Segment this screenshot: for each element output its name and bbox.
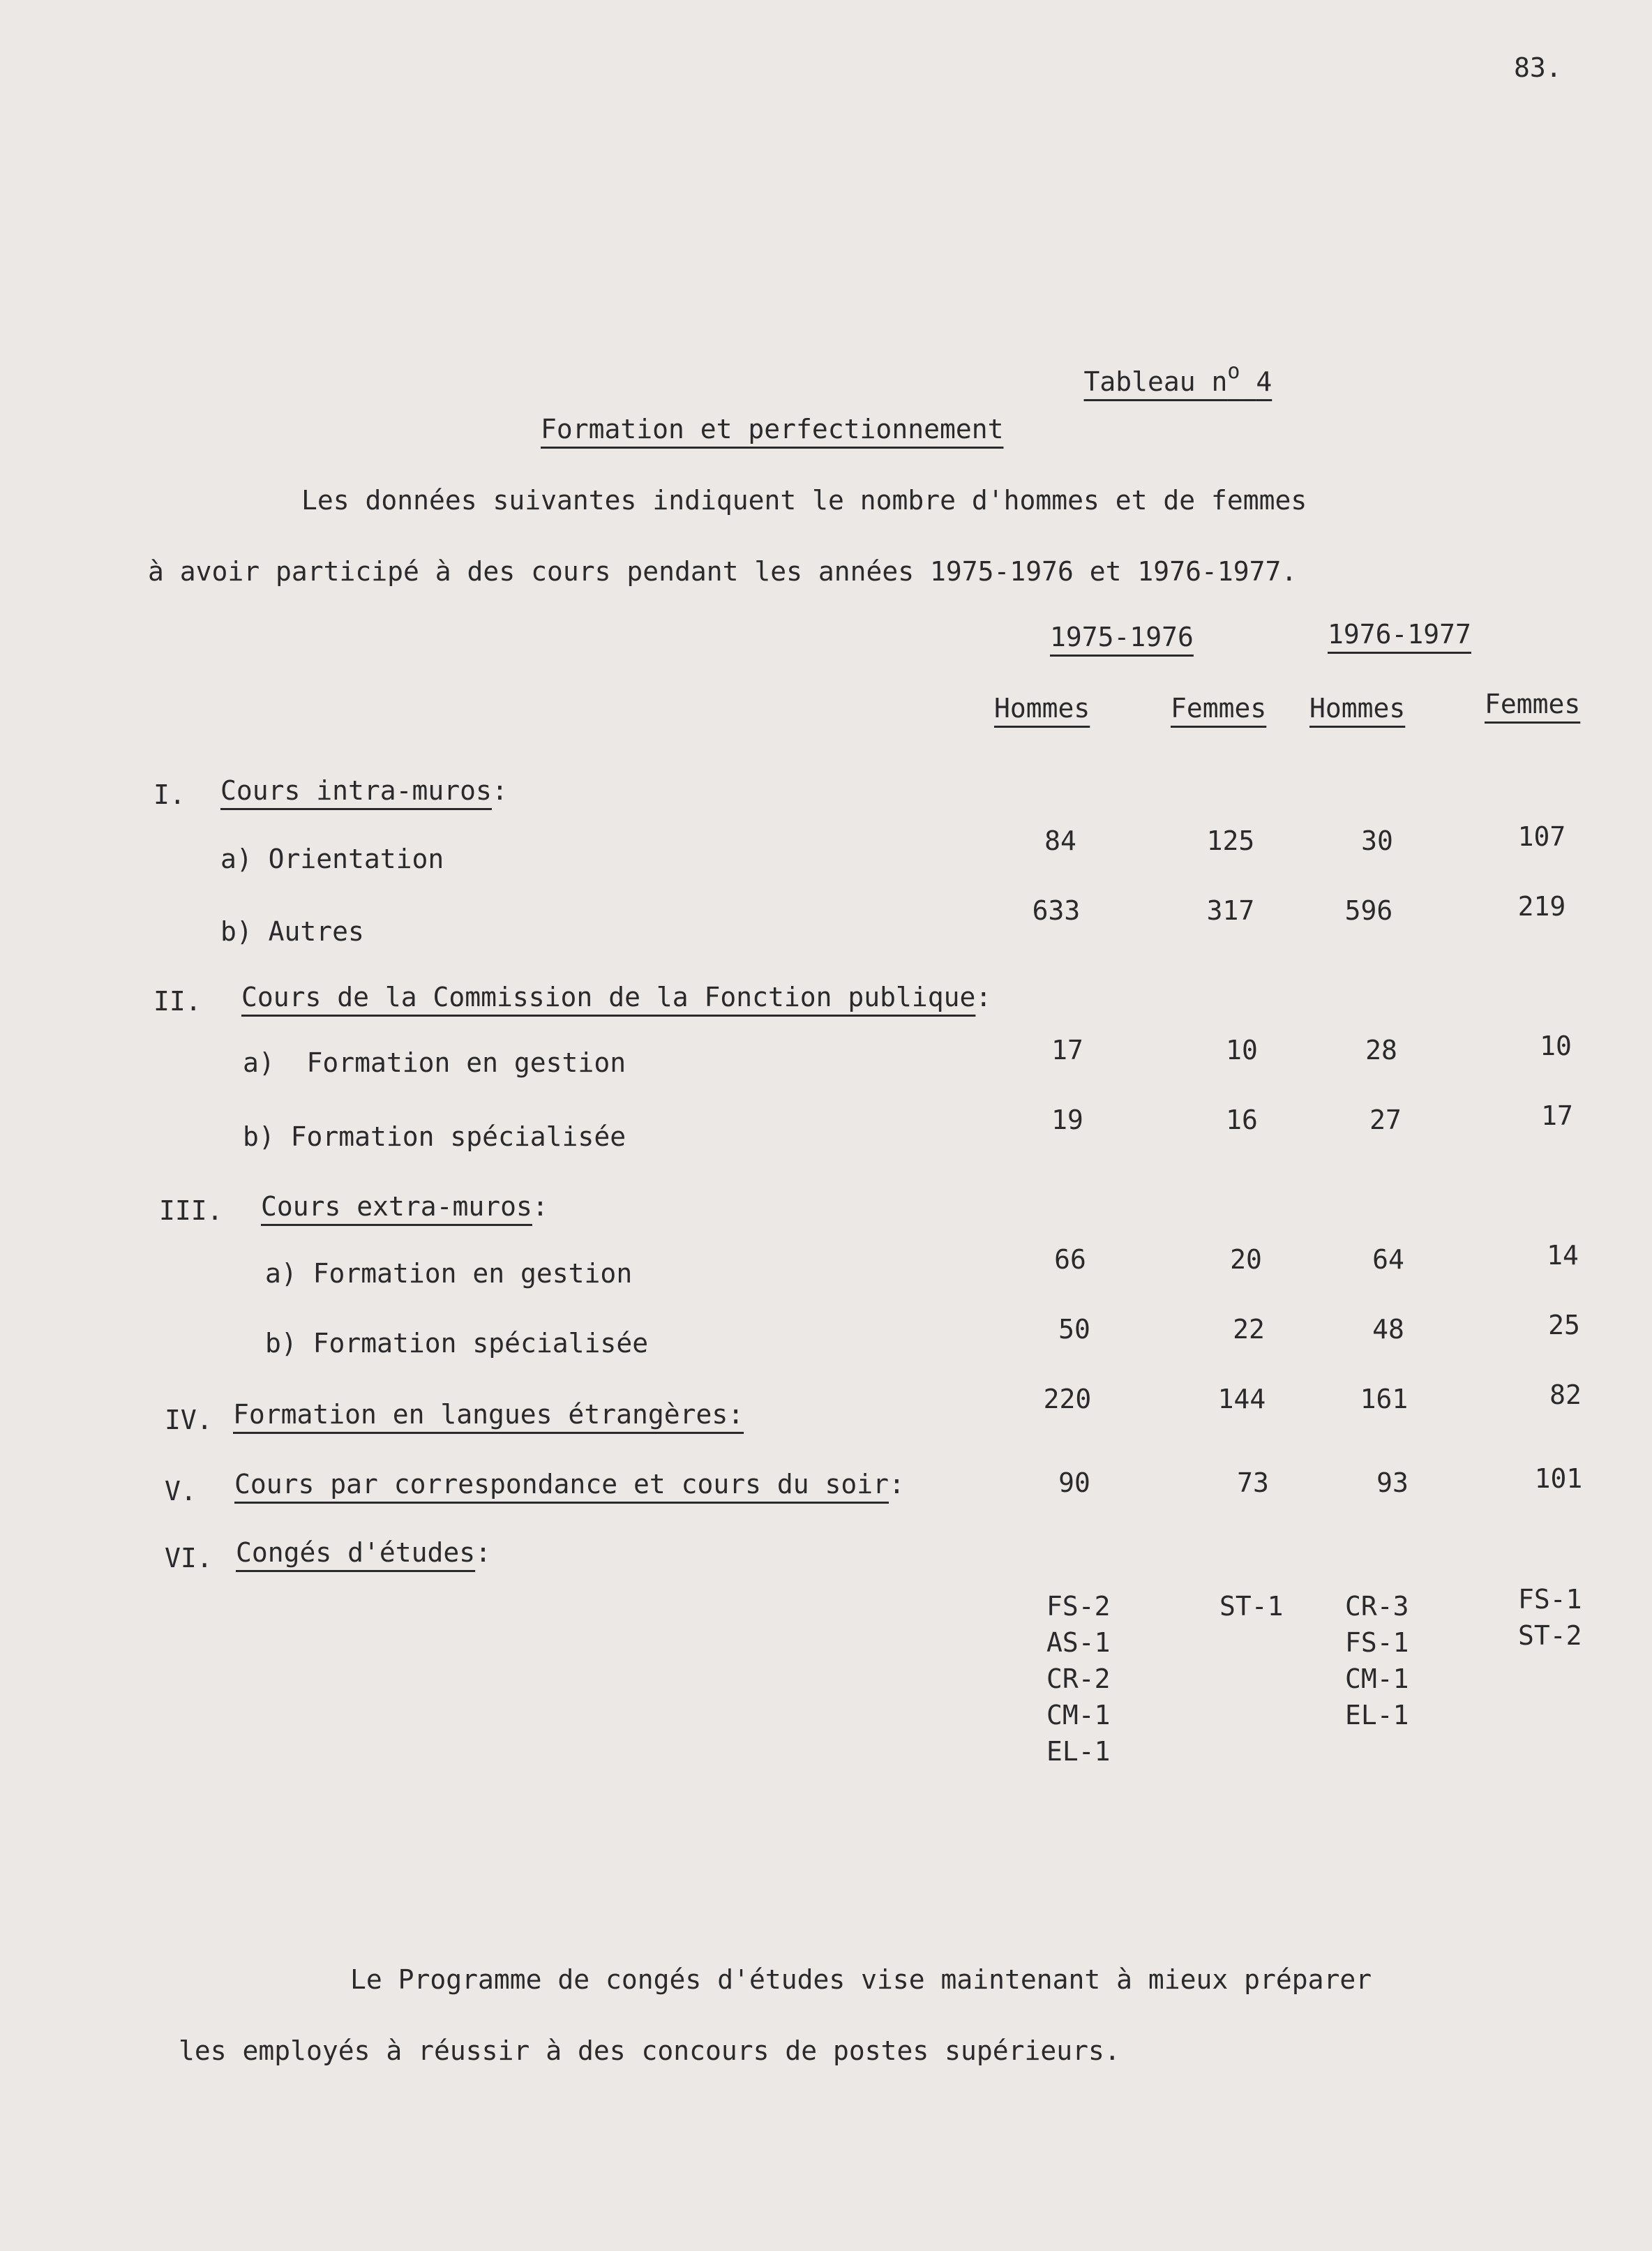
value-cell: 220 [1043,1384,1092,1414]
value-cell: 161 [1360,1384,1409,1414]
study-leave-list: FS-2 AS-1 CR-2 CM-1 EL-1 [1046,1591,1111,1767]
section-number: II. [153,986,202,1017]
section-number: I. [153,779,186,810]
table-title: Formation et perfectionnement [541,414,1004,444]
value-cell: 317 [1206,895,1255,926]
section-title: Formation en langues étrangères: [233,1399,744,1430]
row-label: b) Autres [220,916,364,947]
footer-line-2: les employés à réussir à des concours de postes supérieurs. [179,2035,1120,2066]
value-cell: 73 [1237,1467,1269,1498]
intro-line-2: à avoir participé à des cours pendant les années 1975-1976 et 1976-1977. [148,556,1298,587]
table-label: Tableau $n^o$ 4 [1083,359,1272,397]
column-header: Hommes [1309,693,1406,724]
value-cell: 82 [1549,1379,1582,1410]
value-cell: 19 [1051,1105,1083,1135]
value-cell: 20 [1230,1244,1262,1275]
value-cell: 101 [1534,1463,1583,1494]
study-leave-list: CR-3 FS-1 CM-1 EL-1 [1345,1591,1409,1730]
value-cell: 84 [1044,825,1076,856]
page-number: 83. [1514,52,1562,83]
section-number: III. [159,1195,223,1226]
section-number: V. [165,1476,197,1506]
value-cell: 90 [1058,1467,1090,1498]
value-cell: 27 [1369,1105,1402,1135]
value-cell: 93 [1376,1467,1409,1498]
footer-line-1: Le Programme de congés d'études vise maintenant à mieux préparer [350,1964,1372,1995]
value-cell: 30 [1361,825,1393,856]
value-cell: 14 [1547,1240,1579,1271]
value-cell: 64 [1372,1244,1404,1275]
row-label: a) Formation en gestion [243,1047,626,1078]
value-cell: 50 [1058,1314,1090,1345]
row-label: b) Formation spécialisée [243,1121,626,1152]
value-cell: 17 [1051,1035,1083,1065]
value-cell: 28 [1365,1035,1397,1065]
section-title: Cours extra-muros: [261,1191,548,1222]
value-cell: 17 [1541,1100,1573,1131]
section-title: Congés d'études: [236,1537,492,1568]
row-label: a) Formation en gestion [265,1258,633,1289]
value-cell: 10 [1540,1031,1572,1061]
year-header-1975: 1975-1976 [1050,622,1194,652]
section-title: Cours intra-muros: [220,775,508,806]
value-cell: 125 [1206,825,1255,856]
value-cell: 25 [1548,1310,1580,1340]
value-cell: 144 [1217,1384,1266,1414]
column-header: Femmes [1485,689,1581,719]
value-cell: 16 [1226,1105,1258,1135]
section-title: Cours par correspondance et cours du soir: [234,1469,905,1500]
value-cell: 22 [1233,1314,1265,1345]
value-cell: 48 [1372,1314,1404,1345]
value-cell: 596 [1344,895,1393,926]
study-leave-list: ST-1 [1219,1591,1284,1622]
section-title: Cours de la Commission de la Fonction publique: [241,982,992,1012]
year-header-1976: 1976-1977 [1328,619,1471,650]
value-cell: 219 [1517,891,1566,922]
section-number: IV. [165,1405,213,1435]
value-cell: 107 [1517,821,1566,852]
section-number: VI. [165,1543,213,1573]
column-header: Hommes [994,693,1090,724]
intro-line-1: Les données suivantes indiquent le nombre d'hommes et de femmes [301,485,1307,516]
value-cell: 66 [1054,1244,1086,1275]
column-header: Femmes [1171,693,1267,724]
row-label: a) Orientation [220,844,444,874]
value-cell: 10 [1226,1035,1258,1065]
value-cell: 633 [1032,895,1081,926]
study-leave-list: FS-1 ST-2 [1518,1584,1582,1651]
row-label: b) Formation spécialisée [265,1328,649,1359]
